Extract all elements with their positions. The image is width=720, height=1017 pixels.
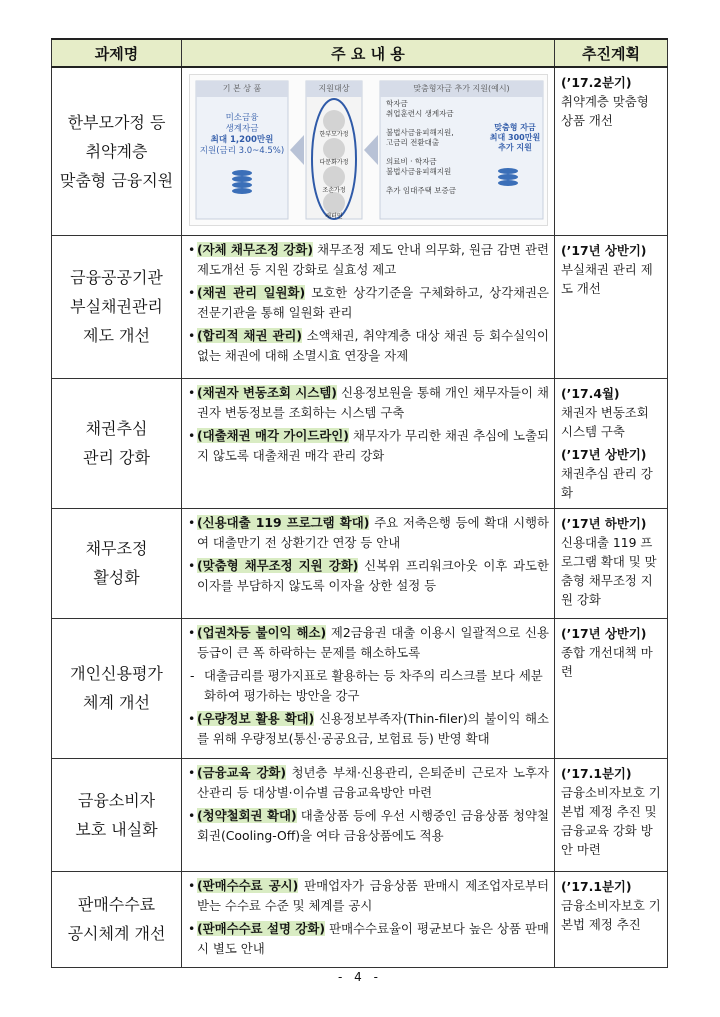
plan-desc: 신용대출 119 프로그램 확대 및 맞춤형 채무조정 지원 강화 [561,534,657,607]
list-item: • (맞춤형 채무조정 지원 강화) 신복위 프리워크아웃 이후 과도한 이자를 부담하지 않도록 이자율 상한 설정 등 [188,557,549,593]
item-text: 모호한 상각기준을 구체화하고, 상각채권은 전문기관을 통해 일원화 관리 [197,284,549,320]
plan-item [561,384,663,441]
header-task: 과제명 [52,39,182,67]
list-item: • (채권 관리 일원화) 모호한 상각기준을 구체화하고, 상각채권은 전문기관을 통해 일원화 관리 [188,284,549,320]
task-line: 판매수수료 [77,895,156,914]
item-text: 판매업자가 금융상품 판매시 제조업자로부터 받는 수수료 수준 및 체계를 공시 [197,877,549,913]
diagram-custom-title: 맞춤형자금 추가 지원(예시) [413,84,510,93]
support-diagram [189,74,548,226]
plan-item [561,241,663,298]
plan-desc: 금융소비자보호 기본법 제정 추진 및 금융교육 강화 방안 마련 [561,784,661,857]
item-title: (채권자 변동조회 시스템) [197,384,337,400]
content-cell [182,758,555,871]
item-title: (청약철회권 확대) [197,807,297,823]
task-line: 채무조정 [85,539,148,558]
item-text: 신복위 프리워크아웃 이후 과도한 이자를 부담하지 않도록 이자율 상한 설정 등 [197,557,549,593]
task-line: 맞춤형 금융지원 [59,170,174,190]
task-line: 채권추심 [85,419,148,438]
plan-title: (’17.1분기) [561,765,632,781]
task-line: 관리 강화 [83,448,150,467]
task-line: 금융공공기관 [70,268,163,287]
plan-desc: 종합 개선대책 마련 [561,644,653,679]
plan-item [561,624,663,681]
content-cell [182,67,555,235]
item-text: 대출상품 등에 우선 시행중인 금융상품 청약철회권(Cooling-Off)을 여타 금융상품에도 적용 [197,807,549,843]
task-cell [52,378,182,508]
item-text: 제2금융권 대출 이용시 일괄적으로 신용등급이 큰 폭 하락하는 문제를 해소하도록 [197,624,549,660]
plan-cell [555,618,668,758]
plan-title: (’17.2분기) [561,75,632,90]
plan-cell [555,67,668,235]
task-line: 체계 개선 [83,693,150,712]
list-item: • (판매수수료 공시) 판매업자가 금융상품 판매시 제조업자로부터 받는 수수료 수준 및 체계를 공시 [188,877,549,913]
task-line: 취약계층 [85,141,148,161]
item-text: 대출금리를 평가지표로 활용하는 등 차주의 리스크를 보다 세분화하여 평가하는 방안을 강구 [204,667,543,703]
item-title: (신용대출 119 프로그램 확대) [197,514,370,530]
diagram-target-label: 조손가정 [322,187,346,194]
table-header-row [52,39,668,67]
item-title: (판매수수료 설명 강화) [197,920,325,936]
plan-item [561,445,663,502]
task-line: 부실채권관리 [70,297,163,316]
header-content: 주 요 내 용 [182,39,555,67]
plan-cell [555,758,668,871]
item-text: 주요 저축은행 등에 확대 시행하여 대출만기 전 상환기간 연장 등 안내 [197,514,549,550]
item-title: (대출채권 매각 가이드라인) [197,427,349,443]
list-item: • (금융교육 강화) 청년층 부채·신용관리, 은퇴준비 근로자 노후자산관리 등 대상별·이슈별 금융교육방안 마련 [188,764,549,800]
content-cell [182,871,555,967]
plan-title: (’17.1분기) [561,878,632,894]
task-line: 활성화 [93,568,140,587]
plan-item [561,877,663,934]
item-text: 채무자가 무리한 채권 추심에 노출되지 않도록 대출채권 매각 관리 강화 [197,427,549,463]
plan-desc: 채권자 변동조회 시스템 구축 [561,404,649,439]
item-text: 신용정보부족자(Thin-filer)의 불이익 해소를 위해 우량정보(통신·공공요금, 보험료 등) 반영 확대 [197,710,549,746]
plan-title: (’17년 상반기) [561,625,647,641]
plan-item [561,764,663,859]
plan-item [561,514,663,609]
task-cell [52,235,182,378]
plan-cell [555,378,668,508]
diagram-target-label: 다문화가정 [319,159,349,166]
plan-cell [555,871,668,967]
item-text: 채무조정 제도 안내 의무화, 원금 감면 관련 제도개선 등 지원 강화로 실효성 제고 [197,241,549,277]
table-row [52,67,668,235]
plan-title: (’17년 하반기) [561,515,647,531]
list-item: • (합리적 채권 관리) 소액채권, 취약계층 대상 채권 등 회수실익이 없는 채권에 대해 소멸시효 연장을 자제 [188,327,549,363]
item-text: 신용정보원을 통해 개인 채무자들이 채권자 변동정보를 조회하는 시스템 구축 [197,384,549,420]
plan-title: (’17년 상반기) [561,446,647,462]
item-title: (자체 채무조정 강화) [197,241,313,257]
list-item: • (판매수수료 설명 강화) 판매수수료율이 평균보다 높은 상품 판매시 별도 안내 [188,920,549,956]
table-row [52,378,668,508]
diagram-basic-title: 기 본 상 품 [222,84,262,93]
table-row [52,235,668,378]
list-item: • (청약철회권 확대) 대출상품 등에 우선 시행중인 금융상품 청약철회권(Cooling-Off)을 여타 금융상품에도 적용 [188,807,549,843]
item-text: 소액채권, 취약계층 대상 채권 등 회수실익이 없는 채권에 대해 소멸시효 연장을 자제 [197,327,549,363]
task-line: 보호 내실화 [75,819,158,839]
item-title: (판매수수료 공시) [197,877,299,893]
plan-title: (’17년 상반기) [561,242,647,258]
content-cell [182,508,555,618]
task-line: 금융소비자 [77,790,156,810]
list-item: • (우량정보 활용 확대) 신용정보부족자(Thin-filer)의 불이익 해소를 위해 우량정보(통신·공공요금, 보험료 등) 반영 확대 [188,710,549,746]
plan-desc: 취약계층 맞춤형 상품 개선 [561,94,649,128]
list-item: • (신용대출 119 프로그램 확대) 주요 저축은행 등에 확대 시행하여 대출만기 전 상환기간 연장 등 안내 [188,514,549,550]
task-cell [52,758,182,871]
item-title: (금융교육 강화) [197,764,287,780]
task-line: 한부모가정 등 [67,112,166,132]
task-cell [52,67,182,235]
task-cell [52,508,182,618]
header-plan: 추진계획 [555,39,668,67]
list-item: • (업권차등 불이익 해소) 제2금융권 대출 이용시 일괄적으로 신용등급이 큰 폭 하락하는 문제를 해소하도록 [188,624,549,660]
item-title: (업권차등 불이익 해소) [197,624,327,640]
task-line: 개인신용평가 [70,664,163,683]
diagram-basic-text: 미소금융 생계자금 최대 1,200만원 지원(금리 3.0~4.5%) [199,113,285,156]
table-row [52,758,668,871]
plan-table [51,38,668,968]
list-item: • (대출채권 매각 가이드라인) 채무자가 무리한 채권 추심에 노출되지 않도록 대출채권 매각 관리 강화 [188,427,549,463]
task-line: 공시체계 개선 [67,924,166,943]
item-title: (채권 관리 일원화) [197,284,306,300]
plan-desc: 금융소비자보호 기본법 제정 추진 [561,897,661,932]
item-title: (합리적 채권 관리) [197,327,303,343]
diagram-target-label: 새터민 [325,213,343,220]
diagram-custom-total: 맞춤형 자금 최대 300만원 추가 지원 [489,123,541,152]
item-text: 판매수수료율이 평균보다 높은 상품 판매시 별도 안내 [197,920,549,956]
task-cell [52,871,182,967]
content-cell [182,618,555,758]
page-number: - 4 - [338,970,382,984]
content-cell [182,235,555,378]
diagram-custom-items: 학자금 취업훈련시 생계자금 불법사금융피해지원, 고금리 전환대출 의료비 · 학자금 불법사금융피해지원 추가 임대주택 보증금 [386,99,456,195]
plan-cell [555,508,668,618]
task-cell [52,618,182,758]
plan-cell [555,235,668,378]
item-text: 청년층 부채·신용관리, 은퇴준비 근로자 노후자산관리 등 대상별·이슈별 금융교육방안 마련 [197,764,549,800]
table-row [52,871,668,967]
plan-item [561,73,663,130]
table-row [52,618,668,758]
list-item: • (채권자 변동조회 시스템) 신용정보원을 통해 개인 채무자들이 채권자 변동정보를 조회하는 시스템 구축 [188,384,549,420]
content-cell [182,378,555,508]
plan-title: (’17.4월) [561,385,620,401]
plan-desc: 채권추심 관리 강화 [561,465,653,500]
list-item: • (자체 채무조정 강화) 채무조정 제도 안내 의무화, 원금 감면 관련 제도개선 등 지원 강화로 실효성 제고 [188,241,549,277]
item-title: (맞춤형 채무조정 지원 강화) [197,557,359,573]
diagram-target-label: 한부모가정 [319,131,349,138]
diagram-target-title: 지원대상 [318,84,350,93]
task-line: 제도 개선 [83,326,150,345]
table-row [52,508,668,618]
plan-desc: 부실채권 관리 제도 개선 [561,261,653,296]
item-title: (우량정보 활용 확대) [197,710,315,726]
list-subitem: - 대출금리를 평가지표로 활용하는 등 차주의 리스크를 보다 세분화하여 평가하는 방안을 강구 [190,667,543,703]
